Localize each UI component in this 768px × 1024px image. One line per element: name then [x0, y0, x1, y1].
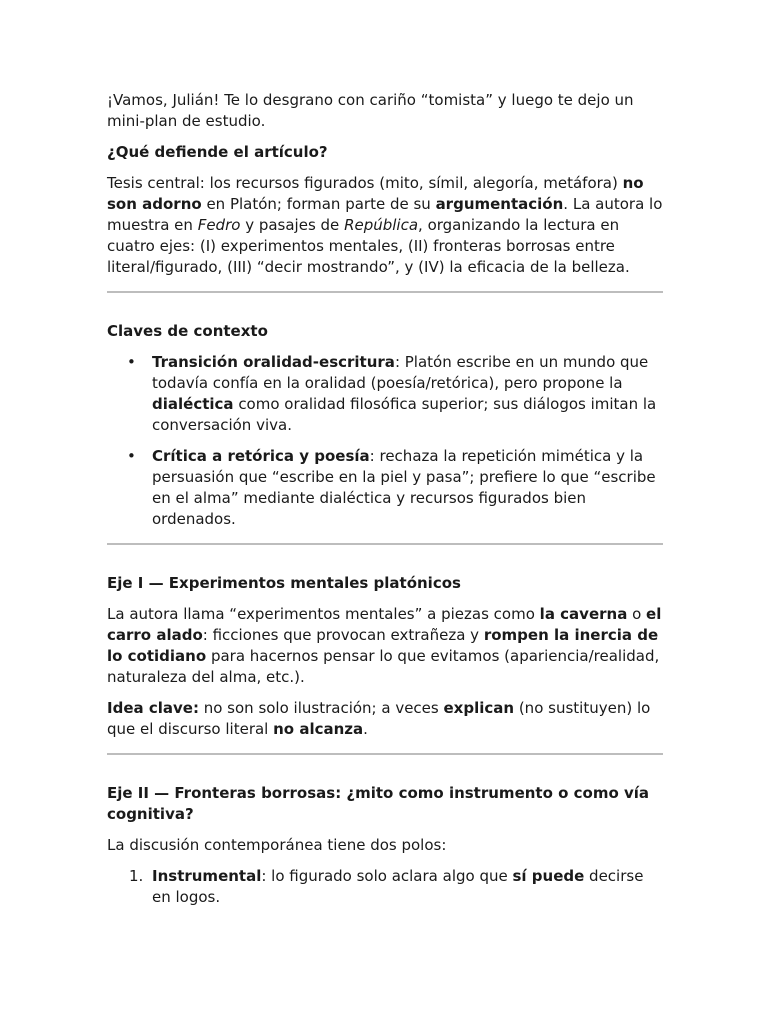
- heading-eje-1: Eje I — Experimentos mentales platónicos: [107, 574, 461, 592]
- emphasis-no-son-adorno: no son adorno: [107, 174, 644, 213]
- list-item: • Transición oralidad-escritura: Platón escribe en un mundo que todavía confía en la oralidad (poesía/retórica), pero propone la dialéctica como oralidad filosófica superior; sus diálogos imitan la conversación viva.: [127, 353, 657, 434]
- heading-article-thesis: ¿Qué defiende el artículo?: [107, 143, 328, 161]
- emphasis-argumentacion: argumentación: [435, 195, 564, 213]
- eje-1-key-idea: Idea clave: no son solo ilustración; a veces explican (no sustituyen) lo que el discurso literal no alcanza.: [107, 699, 651, 738]
- heading-eje-2: Eje II — Fronteras borrosas: ¿mito como instrumento o como vía cognitiva?: [107, 784, 650, 823]
- intro-paragraph: ¡Vamos, Julián! Te lo desgrano con cariño “tomista” y luego te dejo un mini-plan de estudio.: [107, 91, 634, 130]
- list-item: 1. Instrumental: lo figurado solo aclara algo que sí puede decirse en logos.: [129, 867, 644, 906]
- list-item: • Crítica a retórica y poesía: rechaza la repetición mimética y la persuasión que “escribe en la piel y pasa”; prefiere lo que “escribe en el alma” mediante dialéctica y recursos figurados bien ordenados.: [127, 447, 656, 528]
- section-divider: [107, 291, 663, 293]
- section-divider: [107, 753, 663, 755]
- title-fedro: Fedro: [197, 216, 241, 234]
- section-divider: [107, 543, 663, 545]
- number-marker: 1.: [129, 867, 144, 885]
- context-bullet-list: [107, 352, 663, 530]
- eje-1-paragraph: La autora llama “experimentos mentales” a piezas como la caverna o el carro alado: ficciones que provocan extrañeza y rompen la inercia de lo cotidiano para hacernos pensar lo que evitamos (apariencia/realidad, naturaleza del alma, etc.).: [107, 605, 662, 686]
- eje-2-numbered-list: [107, 866, 663, 908]
- title-republica: República: [344, 216, 419, 234]
- thesis-paragraph: Tesis central: los recursos figurados (mito, símil, alegoría, metáfora) no son adorno en Platón; forman parte de su argumentación. La autora lo muestra en Fedro y pasajes de República, organizando la lectura en cuatro ejes: (I) experimentos mentales, (II) fronteras borrosas entre literal/figurado, (III) “decir mostrando”, y (IV) la eficacia de la belleza.: [107, 174, 663, 276]
- eje-2-intro-paragraph: La discusión contemporánea tiene dos polos:: [107, 836, 447, 854]
- bullet-marker: •: [127, 447, 136, 465]
- bullet-marker: •: [127, 353, 136, 371]
- heading-context-keys: Claves de contexto: [107, 322, 268, 340]
